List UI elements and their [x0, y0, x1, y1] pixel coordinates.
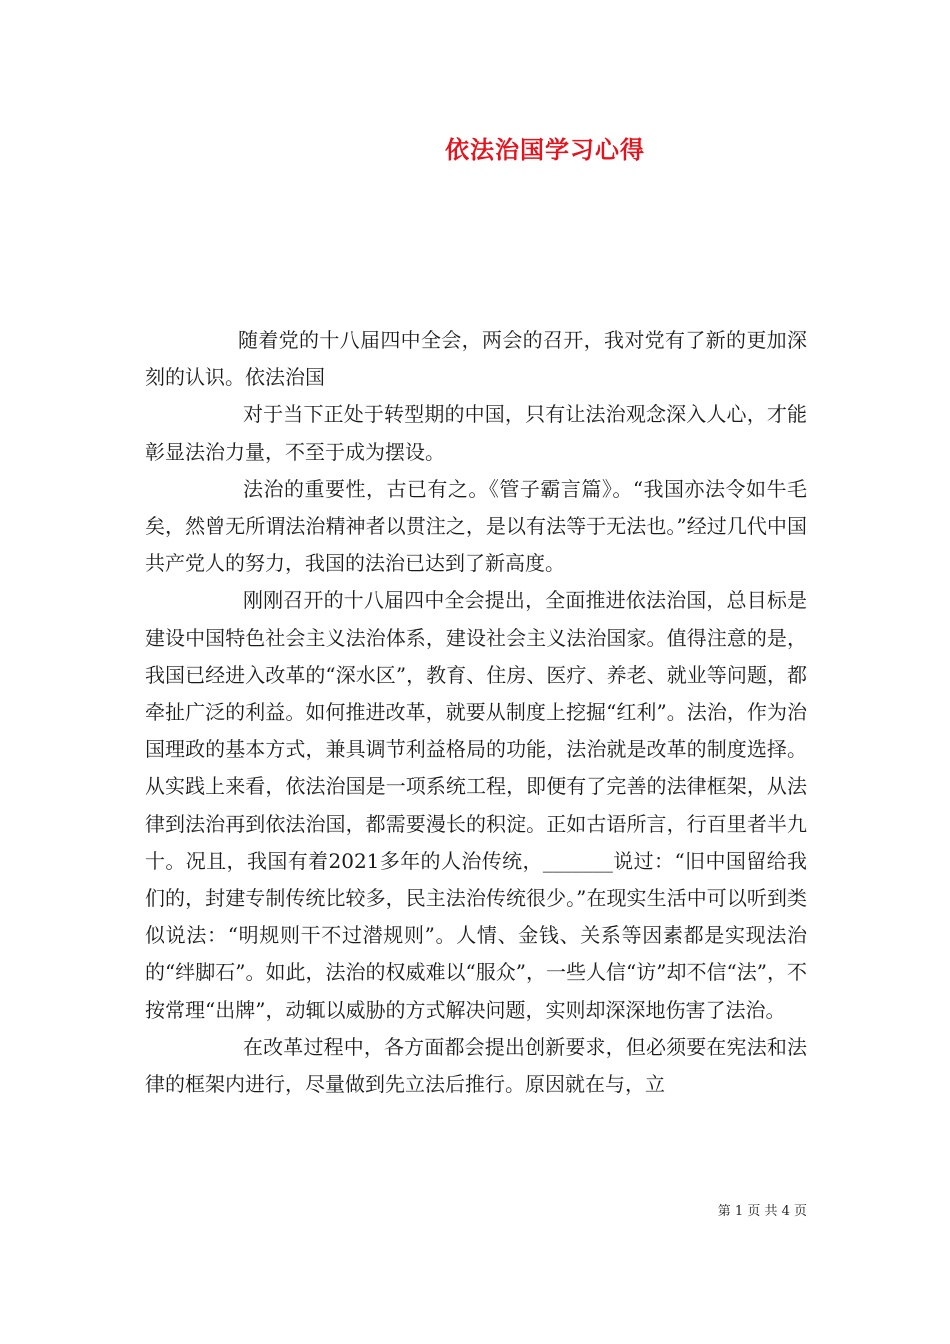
- paragraph-5: 在改革过程中，各方面都会提出创新要求，但必须要在宪法和法律的框架内进行，尽量做到先立法后推行。原因就在与，立: [145, 1034, 807, 1097]
- paragraph-3: 法治的重要性，古已有之。《管子霸言篇》。“我国亦法令如牛毛矣，然曾无所谓法治精神者以贯注之，是以有法等于无法也。”经过几代中国共产党人的努力，我国的法治已达到了新高度。: [145, 476, 807, 576]
- document-title: 依法治国学习心得: [445, 135, 645, 164]
- paragraph-1: 随着党的十八届四中全会，两会的召开，我对党有了新的更加深刻的认识。依法治国: [145, 328, 807, 390]
- document-body: [145, 322, 807, 1103]
- paragraph-4: 刚刚召开的十八届四中全会提出，全面推进依法治国，总目标是建设中国特色社会主义法治体系，建设社会主义法治国家。值得注意的是，我国已经进入改革的“深水区”，教育、住房、医疗、养老、就业等问题，都牵扯广泛的利益。如何推进改革，就要从制度上挖掘“红利”。法治，作为治国理政的基本方式，兼具调节利益格局的功能，法治就是改革的制度选择。从实践上来看，依法治国是一项系统工程，即便有了完善的法律框架，从法律到法治再到依法治国，都需要漫长的积淀。正如古语所言，行百里者半九十。况且，我国有着2021多年的人治传统，_______说过：“旧中国留给我们的，封建专制传统比较多，民主法治传统很少。”在现实生活中可以听到类似说法：“明规则干不过潜规则”。人情、金钱、关系等因素都是实现法治的“绊脚石”。如此，法治的权威难以“服众”，一些人信“访”却不信“法”，不按常理“出牌”，动辄以威胁的方式解决问题，实则却深深地伤害了法治。: [145, 588, 807, 1022]
- paragraph-2: 对于当下正处于转型期的中国，只有让法治观念深入人心，才能彰显法治力量，不至于成为摆设。: [145, 402, 807, 464]
- page-number-footer: 第 1 页 共 4 页: [717, 1204, 807, 1219]
